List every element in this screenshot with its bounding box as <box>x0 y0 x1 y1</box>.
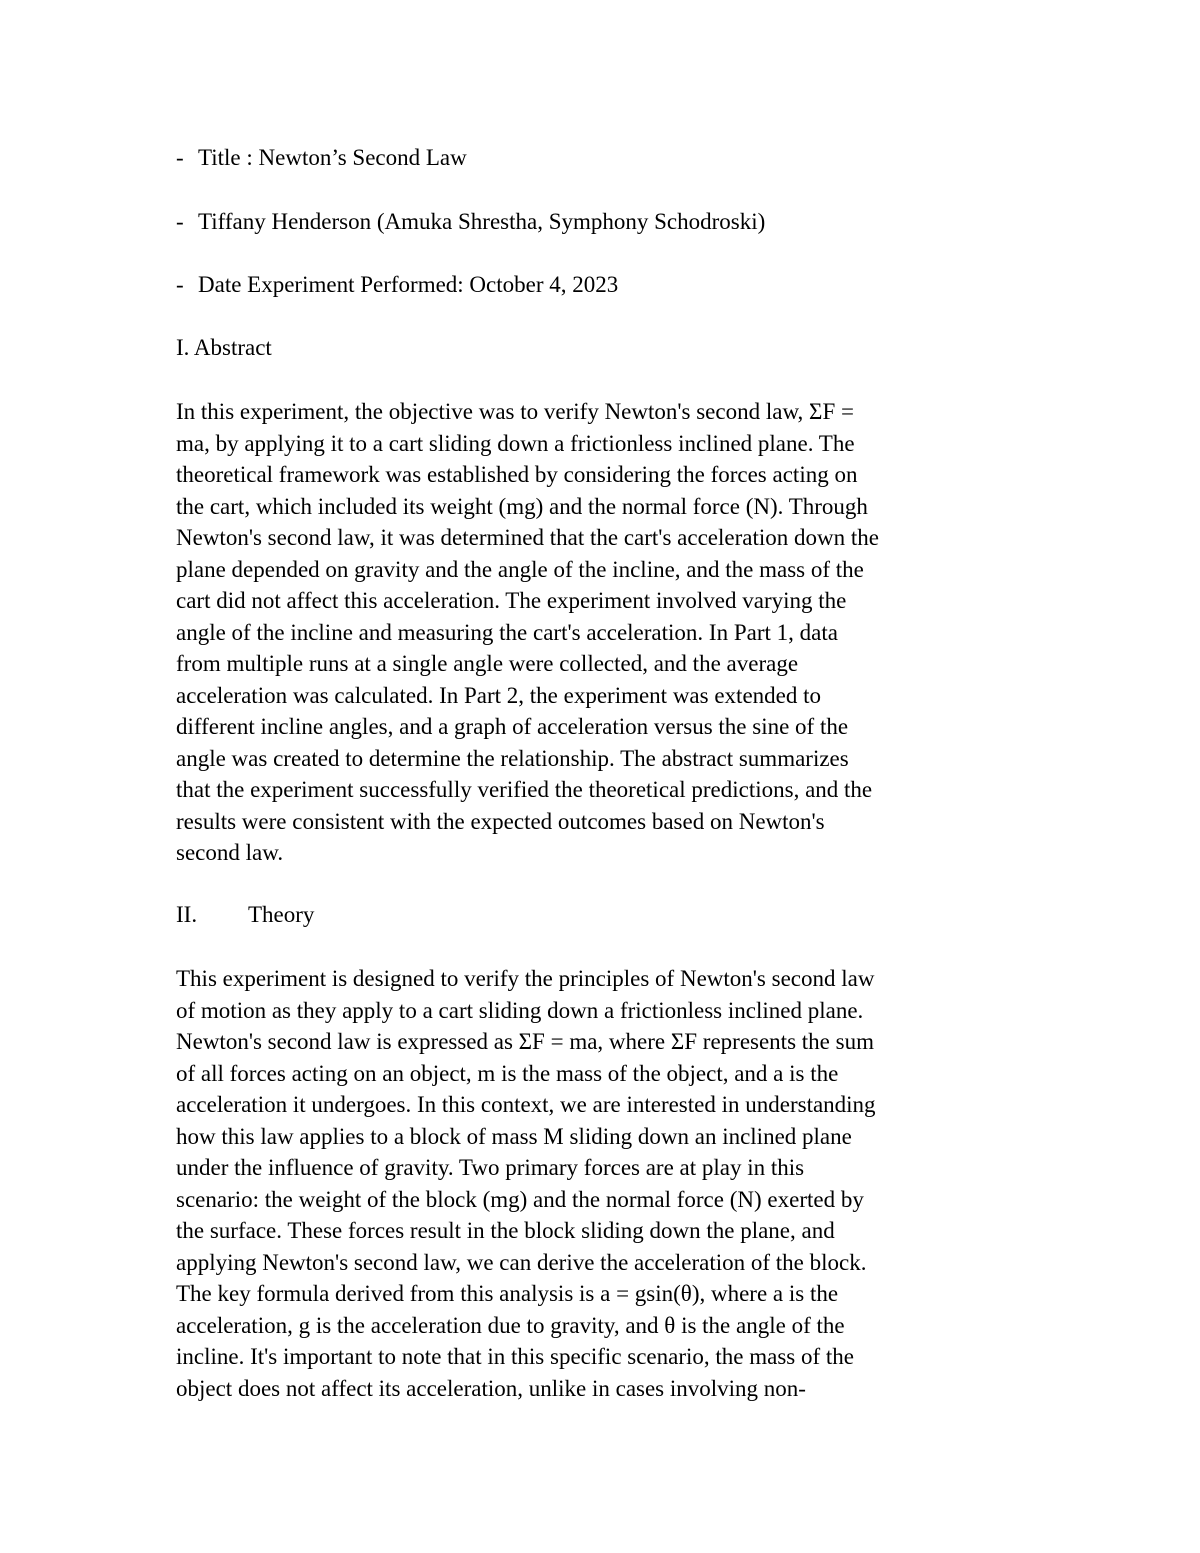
abstract-heading: I. Abstract <box>176 335 272 360</box>
theory-line: object does not affect its acceleration, unlike in cases involving non- <box>176 1375 806 1401</box>
abstract-line: second law. <box>176 840 284 865</box>
theory-line: Newton's second law is expressed as ΣF = ma, where ΣF represents the sum <box>176 1029 874 1054</box>
theory-line: under the influence of gravity. Two primary forces are at play in this <box>176 1155 805 1180</box>
theory-heading <box>176 901 314 929</box>
theory-line: the surface. These forces result in the block sliding down the plane, and <box>176 1218 835 1243</box>
abstract-line: results were consistent with the expected outcomes based on Newton's <box>176 808 825 834</box>
authors-text: Tiffany Henderson (Amuka Shrestha, Symphony Schodroski) <box>198 209 766 234</box>
theory-line: This experiment is designed to verify the principles of Newton's second law <box>176 966 875 991</box>
abstract-line: angle was created to determine the relationship. The abstract summarizes <box>176 745 849 771</box>
bullet-dash: - <box>176 209 184 234</box>
abstract-paragraph <box>176 396 1026 869</box>
theory-line: of motion as they apply to a cart sliding down a frictionless inclined plane. <box>176 997 864 1023</box>
abstract-line: cart did not affect this acceleration. The experiment involved varying the <box>176 588 847 613</box>
theory-line: scenario: the weight of the block (mg) and the normal force (N) exerted by <box>176 1186 864 1212</box>
abstract-line: ma, by applying it to a cart sliding down a frictionless inclined plane. The <box>176 430 855 456</box>
theory-numeral: II. <box>176 902 198 927</box>
abstract-line: theoretical framework was established by considering the forces acting on <box>176 462 858 487</box>
abstract-line: acceleration was calculated. In Part 2, the experiment was extended to <box>176 682 821 708</box>
date-text: Date Experiment Performed: October 4, 2023 <box>198 272 619 297</box>
bullet-dash: - <box>176 145 184 170</box>
authors-line <box>176 208 765 236</box>
theory-line: acceleration it undergoes. In this context, we are interested in understanding <box>176 1092 876 1117</box>
abstract-line: from multiple runs at a single angle were collected, and the average <box>176 651 799 676</box>
abstract-line: angle of the incline and measuring the cart's acceleration. In Part 1, data <box>176 619 838 645</box>
abstract-line: plane depended on gravity and the angle of the incline, and the mass of the <box>176 556 864 582</box>
title-line <box>176 144 467 172</box>
theory-line: of all forces acting on an object, m is the mass of the object, and a is the <box>176 1060 839 1086</box>
theory-line: The key formula derived from this analysis is a = gsin(θ), where a is the <box>176 1281 839 1306</box>
date-line <box>176 271 618 299</box>
theory-line: incline. It's important to note that in this specific scenario, the mass of the <box>176 1344 855 1369</box>
theory-line: applying Newton's second law, we can derive the acceleration of the block. <box>176 1249 867 1275</box>
theory-heading-text: Theory <box>248 902 315 927</box>
theory-line: acceleration, g is the acceleration due to gravity, and θ is the angle of the <box>176 1312 845 1338</box>
abstract-line: Newton's second law, it was determined that the cart's acceleration down the <box>176 525 879 550</box>
theory-paragraph <box>176 963 1026 1404</box>
abstract-line: In this experiment, the objective was to verify Newton's second law, ΣF = <box>176 399 854 424</box>
bullet-dash: - <box>176 272 184 297</box>
abstract-line: the cart, which included its weight (mg) and the normal force (N). Through <box>176 493 868 519</box>
title-text: Title : Newton’s Second Law <box>198 145 467 170</box>
abstract-line: that the experiment successfully verified the theoretical predictions, and the <box>176 777 873 802</box>
theory-line: how this law applies to a block of mass M sliding down an inclined plane <box>176 1123 852 1149</box>
abstract-line: different incline angles, and a graph of acceleration versus the sine of the <box>176 714 849 739</box>
